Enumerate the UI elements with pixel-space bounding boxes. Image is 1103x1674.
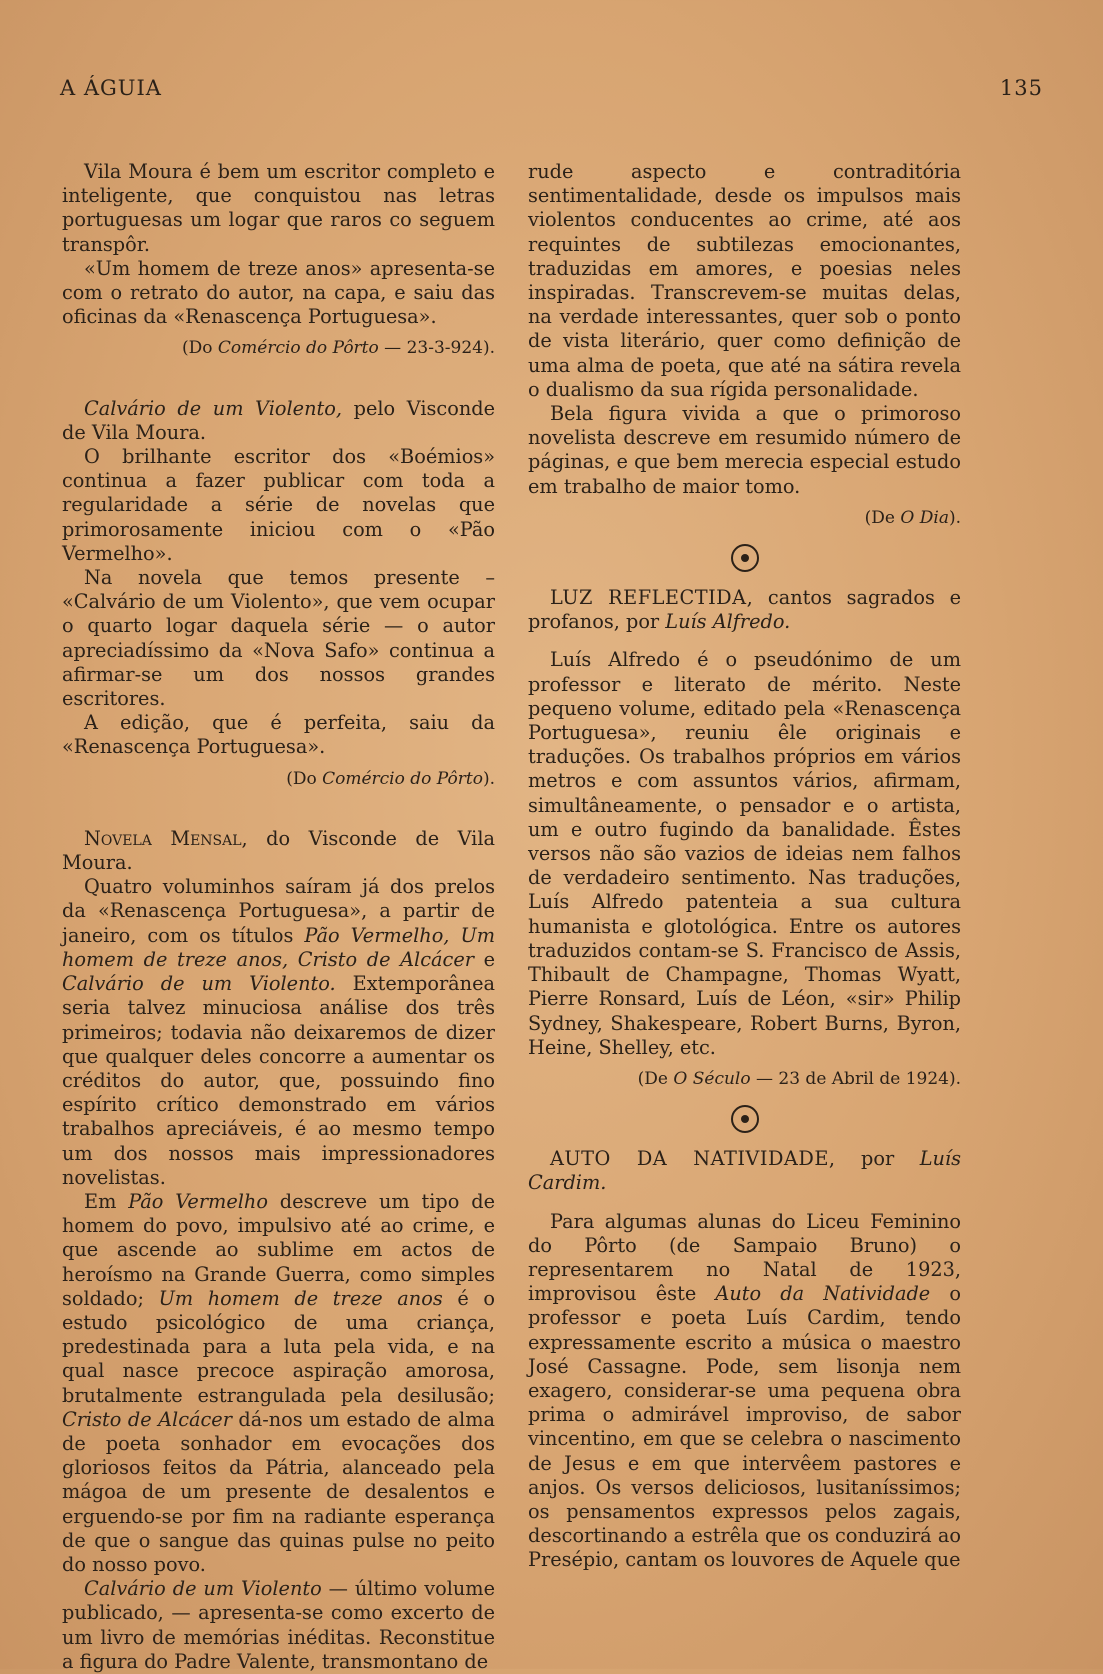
journal-title: A ÁGUIA — [60, 76, 162, 100]
review-heading: Calvário de um Violento, pelo Visconde de Vila Moura. — [62, 396, 495, 444]
paragraph: Bela figura vivida a que o primoroso novelista descreve em resumido número de páginas, e que bem merecia especial estudo em trabalho de maior tomo. — [528, 402, 961, 498]
right-column — [528, 160, 961, 1573]
paragraph: Na novela que temos presente – «Calvário de um Violento», que vem ocupar o quarto logar daquela série — o autor apreciadíssimo da «Nova Safo» continua a afirmar-se um dos nossos grandes escritores. — [62, 566, 495, 711]
paragraph: Quatro voluminhos saíram já dos prelos da «Renascença Portuguesa», a partir de janeiro, com os títulos Pão Vermelho, Um homem de treze anos, Cristo de Alcácer e Calvário de um Violento. Extemporânea seria talvez minuciosa análise dos três primeiros; todavia não deixaremos de dizer que qualquer deles concorre a aumentar os créditos do autor, que, possuindo fino espírito crítico demonstrado em vários trabalhos apreciáveis, é ao mesmo tempo um dos nossos mais impressionadores novelistas. — [62, 875, 495, 1189]
paragraph: Vila Moura é bem um escritor completo e inteligente, que conquistou nas letras portuguesas um logar que raros co seguem transpôr. — [62, 160, 495, 256]
review-heading: Novela Mensal, do Visconde de Vila Moura. — [62, 826, 496, 875]
left-column — [62, 160, 495, 1674]
page-number: 135 — [999, 76, 1043, 100]
paragraph: A edição, que é perfeita, saiu da «Renascença Portuguesa». — [62, 711, 495, 759]
paragraph: Calvário de um Violento — último volume publicado, — apresenta-se como excerto de um livro de memórias inéditas. Reconstitue a figura do Padre Valente, transmontano de — [62, 1577, 495, 1673]
source-citation: (Do Comércio do Pôrto — 23-3-924). — [182, 338, 495, 359]
section-divider-icon — [731, 544, 759, 572]
review-heading: AUTO DA NATIVIDADE, por Luís Cardim. — [528, 1147, 961, 1195]
paragraph: Em Pão Vermelho descreve um tipo de homem do povo, impulsivo até ao crime, e que ascende ao sublime em actos de heroísmo na Grande Guerra, como simples soldado; Um homem de treze anos é o estudo psicológico de uma criança, predestinada para a luta pela vida, e na qual nasce precoce aspiração amorosa, brutalmente estrangulada pela desilusão; Cristo de Alcácer dá-nos um estado de alma de poeta sonhador em evocações dos gloriosos feitos da Pátria, alanceado pela mágoa de um presente de desalentos e erguendo-se por fim na radiante esperança de que o sangue das quinas pulse no peito do nosso povo. — [62, 1189, 495, 1576]
source-citation: (De O Século — 23 de Abril de 1924). — [637, 1068, 961, 1089]
section-divider-icon — [731, 1105, 759, 1133]
review-heading: LUZ REFLECTIDA, cantos sagrados e profanos, por Luís Alfredo. — [528, 586, 961, 634]
paragraph: Luís Alfredo é o pseudónimo de um professor e literato de mérito. Neste pequeno volume, editado pela «Renascença Portuguesa», reuniu êle originais e traduções. Os trabalhos próprios em vários metros e com assuntos vários, afirmam, simultâneamente, o pensador e o artista, um e outro fugindo da banalidade. Êstes versos não são vazios de ideias nem falhos de verdadeiro sentimento. Nas traduções, Luís Alfredo patenteia a sua cultura humanista e glotológica. Entre os autores traduzidos contam-se S. Francisco de Assis, Thibault de Champagne, Thomas Wyatt, Pierre Ronsard, Luís de Léon, «sir» Philip Sydney, Shakespeare, Robert Burns, Byron, Heine, Shelley, etc. — [528, 648, 961, 1059]
paragraph: Para algumas alunas do Liceu Feminino do Pôrto (de Sampaio Bruno) o representarem no Natal de 1923, improvisou êste Auto da Natividade o professor e poeta Luís Cardim, tendo expressamente escrito a música o maestro José Cassagne. Pode, sem lisonja nem exagero, considerar-se uma pequena obra prima o admirável improviso, de sabor vincentino, em que se celebra o nascimento de Jesus e em que intervêem pastores e anjos. Os versos deliciosos, lusitaníssimos; os pensamentos expressos pelos zagais, descortinando a estrêla que os conduzirá ao Presépio, cantam os louvores de Aquele que — [528, 1209, 961, 1572]
paragraph: O brilhante escritor dos «Boémios» continua a fazer publicar com toda a regularidade a série de novelas que primorosamente iniciou com o «Pão Vermelho». — [62, 445, 495, 565]
paragraph: «Um homem de treze anos» apresenta-se com o retrato do autor, na capa, e saiu das oficinas da «Renascença Portuguesa». — [62, 256, 495, 329]
running-head — [60, 76, 1043, 106]
source-citation: (Do Comércio do Pôrto). — [286, 768, 495, 789]
source-citation: (De O Dia). — [864, 507, 961, 528]
paragraph: rude aspecto e contraditória sentimentalidade, desde os impulsos mais violentos conducentes ao crime, até aos requintes de subtilezas emocionantes, traduzidas em amores, e poesias neles inspiradas. Transcrevem-se muitas delas, na verdade interessantes, quer sob o ponto de vista literário, quer como definição de uma alma de poeta, que até na sátira revela o dualismo da sua rígida personalidade. — [528, 160, 961, 401]
